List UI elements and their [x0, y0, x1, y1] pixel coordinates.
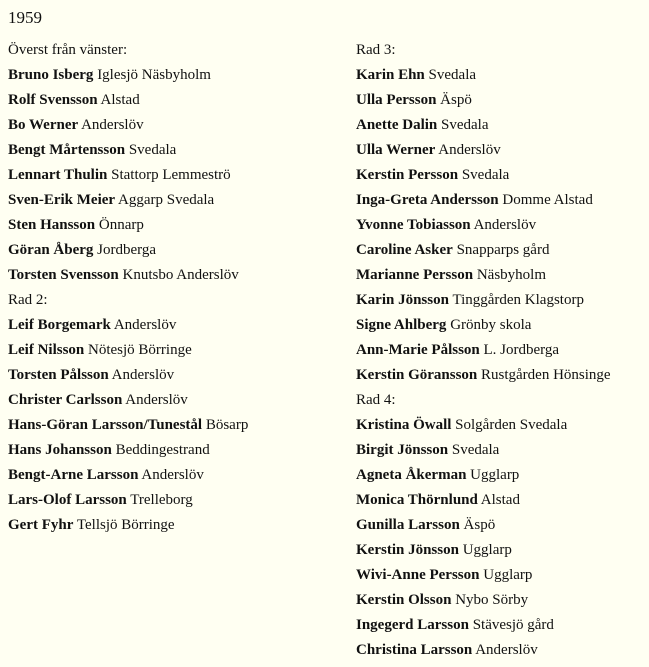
person-place: Anderslöv: [111, 367, 175, 383]
person-entry: [356, 64, 646, 89]
person-name: Christina Larsson: [356, 642, 473, 658]
left-column: [8, 39, 308, 539]
person-entry: [8, 164, 308, 189]
person-name: Signe Ahlberg: [356, 317, 447, 333]
row-heading: [8, 39, 308, 64]
person-place: Domme Alstad: [502, 192, 593, 208]
person-entry: [356, 239, 646, 264]
person-place: Anderslöv: [141, 467, 204, 483]
person-place: Näsbyholm: [476, 267, 546, 283]
person-name: Sten Hansson: [8, 217, 96, 233]
person-name: Bengt-Arne Larsson: [8, 467, 139, 483]
person-entry: [8, 239, 308, 264]
person-place: Beddingestrand: [115, 442, 210, 458]
person-place: Knutsbo Anderslöv: [122, 267, 239, 283]
person-entry: [8, 514, 308, 539]
person-place: L. Jordberga: [483, 342, 560, 358]
row-heading-text: Rad 3:: [356, 42, 396, 58]
person-name: Bengt Mårtensson: [8, 142, 126, 158]
person-entry: [8, 139, 308, 164]
person-place: Nötesjö Börringe: [88, 342, 192, 358]
person-place: Stattorp Lemmeströ: [111, 167, 231, 183]
person-place: Anderslöv: [125, 392, 188, 408]
person-place: Stävesjö gård: [472, 617, 554, 633]
person-name: Hans-Göran Larsson/Tunestål: [8, 417, 203, 433]
person-name: Bruno Isberg: [8, 67, 94, 83]
person-entry: [356, 139, 646, 164]
person-name: Karin Ehn: [356, 67, 425, 83]
person-place: Bösarp: [205, 417, 249, 433]
person-entry: [8, 214, 308, 239]
person-name: Hans Johansson: [8, 442, 112, 458]
person-entry: [356, 614, 646, 639]
person-place: Tinggården Klagstorp: [452, 292, 584, 308]
person-entry: [8, 114, 308, 139]
person-place: Grönby skola: [450, 317, 532, 333]
person-name: Torsten Pålsson: [8, 367, 109, 383]
person-entry: [356, 164, 646, 189]
person-place: Anderslöv: [475, 642, 538, 658]
person-name: Rolf Svensson: [8, 92, 98, 108]
person-place: Svedala: [428, 67, 477, 83]
person-name: Gert Fyhr: [8, 517, 74, 533]
person-name: Anette Dalin: [356, 117, 438, 133]
person-place: Aggarp Svedala: [118, 192, 215, 208]
person-name: Kristina Öwall: [356, 417, 452, 433]
person-place: Önnarp: [98, 217, 144, 233]
person-place: Alstad: [480, 492, 520, 508]
person-place: Ugglarp: [462, 542, 512, 558]
person-name: Inga-Greta Andersson: [356, 192, 499, 208]
person-name: Sven-Erik Meier: [8, 192, 116, 208]
person-place: Anderslöv: [113, 317, 177, 333]
person-name: Karin Jönsson: [356, 292, 449, 308]
row-heading-text: Rad 2:: [8, 292, 48, 308]
person-entry: [356, 364, 646, 389]
person-entry: [356, 464, 646, 489]
person-entry: [356, 89, 646, 114]
person-entry: [8, 489, 308, 514]
row-heading-text: Överst från vänster:: [8, 42, 128, 58]
year-heading: 1959: [8, 8, 42, 27]
person-place: Tellsjö Börringe: [76, 517, 175, 533]
person-place: Alstad: [100, 92, 140, 108]
person-entry: [8, 414, 308, 439]
row-heading: [356, 39, 646, 64]
person-name: Caroline Asker: [356, 242, 453, 258]
person-entry: [8, 339, 308, 364]
person-entry: [8, 264, 308, 289]
person-name: Birgit Jönsson: [356, 442, 449, 458]
person-name: Yvonne Tobiasson: [356, 217, 471, 233]
person-entry: [8, 189, 308, 214]
right-column: [356, 39, 646, 664]
person-place: Nybo Sörby: [455, 592, 529, 608]
person-entry: [356, 439, 646, 464]
person-place: Anderslöv: [473, 217, 537, 233]
person-entry: [8, 89, 308, 114]
person-entry: [356, 514, 646, 539]
person-entry: [8, 389, 308, 414]
person-place: Rustgården Hönsinge: [481, 367, 611, 383]
person-entry: [356, 214, 646, 239]
person-place: Iglesjö Näsbyholm: [97, 67, 211, 83]
person-entry: [8, 364, 308, 389]
person-place: Äspö: [440, 92, 472, 108]
person-entry: [356, 289, 646, 314]
person-name: Kerstin Göransson: [356, 367, 478, 383]
person-name: Gunilla Larsson: [356, 517, 460, 533]
person-name: Göran Åberg: [8, 242, 94, 258]
person-place: Svedala: [441, 117, 489, 133]
person-name: Lennart Thulin: [8, 167, 108, 183]
person-name: Wivi-Anne Persson: [356, 567, 480, 583]
person-entry: [356, 314, 646, 339]
person-place: Anderslöv: [81, 117, 144, 133]
person-entry: [8, 439, 308, 464]
person-name: Bo Werner: [8, 117, 79, 133]
person-name: Marianne Persson: [356, 267, 474, 283]
person-name: Kerstin Olsson: [356, 592, 452, 608]
person-name: Ulla Werner: [356, 142, 436, 158]
person-name: Kerstin Jönsson: [356, 542, 459, 558]
person-name: Leif Borgemark: [8, 317, 111, 333]
person-entry: [356, 414, 646, 439]
person-entry: [356, 539, 646, 564]
person-entry: [356, 564, 646, 589]
person-place: Trelleborg: [130, 492, 193, 508]
person-place: Jordberga: [97, 242, 157, 258]
person-name: Monica Thörnlund: [356, 492, 478, 508]
person-entry: [356, 589, 646, 614]
person-name: Ulla Persson: [356, 92, 437, 108]
row-heading: [356, 389, 646, 414]
person-name: Agneta Åkerman: [356, 467, 467, 483]
person-entry: [356, 639, 646, 664]
person-entry: [356, 114, 646, 139]
person-place: Anderslöv: [438, 142, 501, 158]
person-entry: [356, 489, 646, 514]
row-heading-text: Rad 4:: [356, 392, 396, 408]
person-place: Snapparps gård: [456, 242, 550, 258]
person-name: Leif Nilsson: [8, 342, 85, 358]
person-name: Ingegerd Larsson: [356, 617, 469, 633]
person-name: Lars-Olof Larsson: [8, 492, 127, 508]
person-place: Äspö: [463, 517, 496, 533]
person-name: Torsten Svensson: [8, 267, 119, 283]
person-place: Solgården Svedala: [455, 417, 568, 433]
person-name: Ann-Marie Pålsson: [356, 342, 480, 358]
person-place: Ugglarp: [483, 567, 533, 583]
person-place: Svedala: [451, 442, 500, 458]
person-place: Svedala: [128, 142, 177, 158]
person-place: Svedala: [461, 167, 510, 183]
person-entry: [356, 264, 646, 289]
person-entry: [356, 189, 646, 214]
person-entry: [356, 339, 646, 364]
person-entry: [8, 464, 308, 489]
person-name: Kerstin Persson: [356, 167, 459, 183]
person-place: Ugglarp: [470, 467, 520, 483]
person-entry: [8, 314, 308, 339]
row-heading: [8, 289, 308, 314]
person-entry: [8, 64, 308, 89]
person-name: Christer Carlsson: [8, 392, 123, 408]
